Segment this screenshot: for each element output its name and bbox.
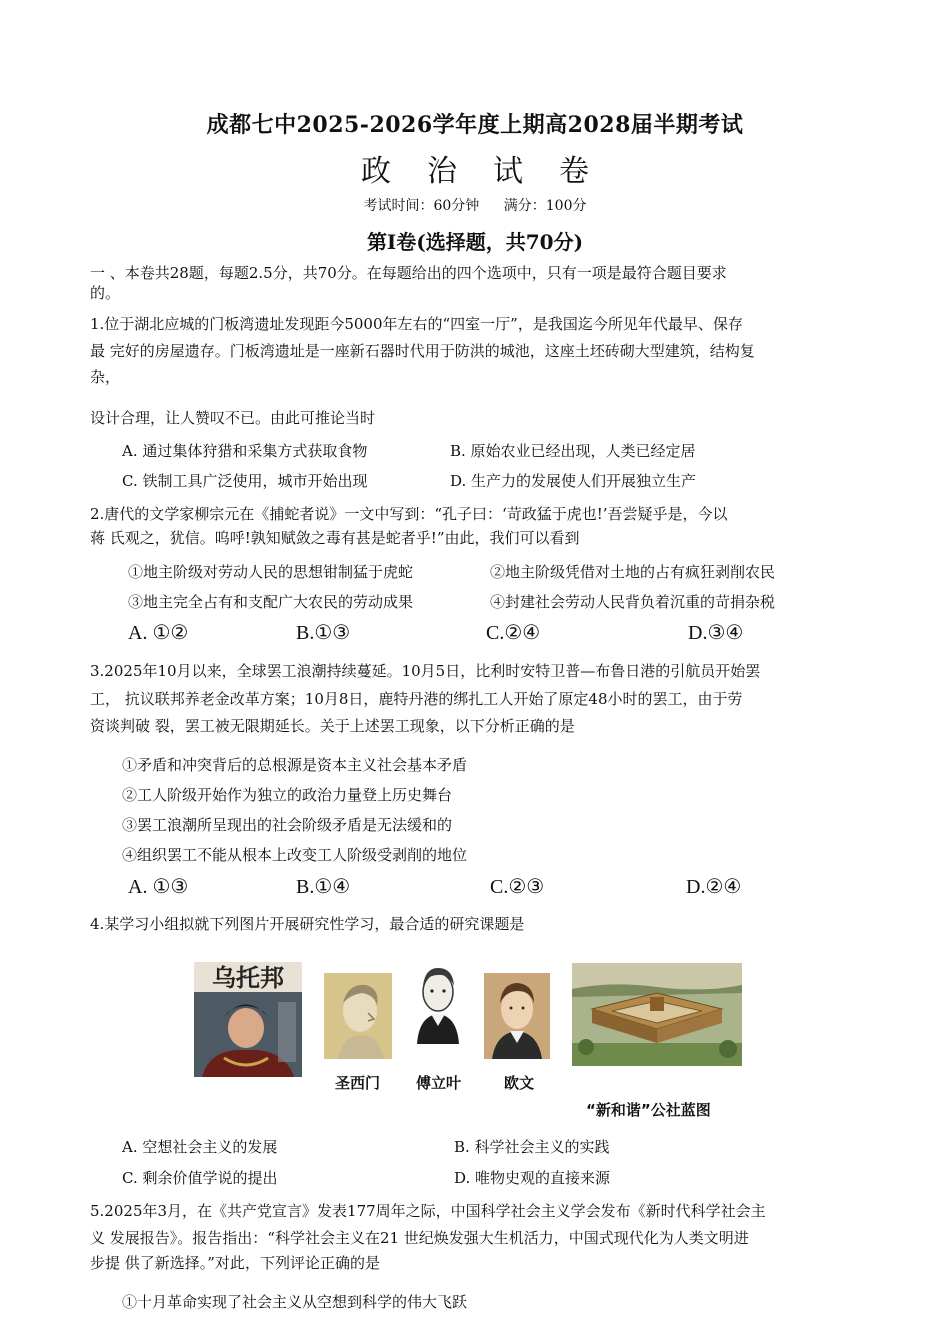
section-title: 第I卷(选择题，共70分): [366, 230, 584, 254]
q1-line-4: 设计合理，让人赞叹不已。由此可推论当时: [90, 409, 376, 427]
new-harmony-blueprint-image: [572, 963, 742, 1066]
instructions-line-2: 的。: [90, 284, 121, 302]
q5-line-1: 5.2025年3月，在《共产党宣言》发表177周年之际，中国科学社会主义学会发布《新时代科学社会主: [90, 1202, 766, 1220]
exam-score: 满分：100分: [503, 198, 587, 214]
fourier-portrait: [407, 960, 469, 1044]
q3-option-a: A. ①③: [128, 876, 189, 898]
q2-line-1: 2.唐代的文学家柳宗元在《捕蛇者说》一文中写到：“孔子曰：‘苛政猛于虎也!’吾尝疑乎是，今以: [90, 505, 728, 523]
q2-option-c: C.②④: [486, 622, 541, 644]
q1-option-c: C. 铁制工具广泛使用，城市开始出现: [122, 472, 368, 490]
q4-option-a: A. 空想社会主义的发展: [122, 1138, 278, 1156]
q2-statement-4: ④封建社会劳动人民背负着沉重的苛捐杂税: [490, 593, 776, 611]
q5-statement-1: ①十月革命实现了社会主义从空想到科学的伟大飞跃: [122, 1293, 468, 1311]
q1-line-1: 1.位于湖北应城的门板湾遗址发现距今5000年左右的“四室一厅”，是我国迄今所见年代最早、保存: [90, 315, 743, 333]
q3-option-b: B.①④: [296, 876, 351, 898]
q4-option-d: D. 唯物史观的直接来源: [454, 1169, 611, 1187]
q2-option-d: D.③④: [688, 622, 744, 644]
q1-line-2: 最 完好的房屋遗存。门板湾遗址是一座新石器时代用于防洪的城池，这座土坯砖砌大型建筑，结构复: [90, 342, 755, 360]
q3-statement-3: ③罢工浪潮所呈现出的社会阶级矛盾是无法缓和的: [122, 816, 453, 834]
q2-statement-3: ③地主完全占有和支配广大农民的劳动成果: [128, 593, 414, 611]
exam-meta: [0, 195, 950, 215]
q3-line-1: 3.2025年10月以来，全球罢工浪潮持续蔓延。10月5日，比利时安特卫普—布鲁日港的引航员开始罢: [90, 662, 761, 680]
q4-option-b: B. 科学社会主义的实践: [454, 1138, 610, 1156]
caption-owen: 欧文: [504, 1074, 535, 1092]
owen-portrait: [484, 973, 550, 1059]
q2-statement-1: ①地主阶级对劳动人民的思想钳制猛于虎蛇: [128, 563, 414, 581]
utopia-book-title: 乌托邦: [212, 963, 284, 992]
q4-line-1: 4.某学习小组拟就下列图片开展研究性学习，最合适的研究课题是: [90, 915, 525, 933]
exam-time: 考试时间：60分钟: [363, 198, 480, 214]
q3-statement-1: ①矛盾和冲突背后的总根源是资本主义社会基本矛盾: [122, 756, 468, 774]
q3-option-d: D.②④: [686, 876, 742, 898]
saint-simon-portrait: [324, 973, 392, 1059]
q4-option-c: C. 剩余价值学说的提出: [122, 1169, 278, 1187]
q5-line-3: 步提 供了新选择。”对此，下列评论正确的是: [90, 1254, 380, 1272]
q3-statement-2: ②工人阶级开始作为独立的政治力量登上历史舞台: [122, 786, 453, 804]
q2-line-2: 蒋 氏观之，犹信。呜呼!孰知赋敛之毒有甚是蛇者乎!”由此，我们可以看到: [90, 529, 580, 547]
q3-option-c: C.②③: [490, 876, 545, 898]
caption-fourier: 傅立叶: [416, 1074, 462, 1092]
exam-subtitle: 政治试卷: [361, 154, 625, 189]
q2-option-b: B.①③: [296, 622, 351, 644]
q3-line-2: 工， 抗议联邦养老金改革方案；10月8日，鹿特丹港的绑扎工人开始了原定48小时的罢工，由于劳: [90, 690, 743, 708]
q3-line-3: 资谈判破 裂，罢工被无限期延长。关于上述罢工现象，以下分析正确的是: [90, 717, 575, 735]
q5-line-2: 义 发展报告》。报告指出：“科学社会主义在21 世纪焕发强大生机活力，中国式现代化为人类文明进: [90, 1229, 749, 1247]
q1-option-b: B. 原始农业已经出现，人类已经定居: [450, 442, 696, 460]
q2-option-a: A. ①②: [128, 622, 189, 644]
caption-saint-simon: 圣西门: [335, 1074, 381, 1092]
exam-title: 成都七中2025-2026学年度上期高2028届半期考试: [206, 112, 744, 138]
instructions-line-1: 一 、本卷共28题，每题2.5分，共70分。在每题给出的四个选项中，只有一项是最符合题目要求: [90, 264, 727, 282]
q2-statement-2: ②地主阶级凭借对土地的占有疯狂剥削农民: [490, 563, 776, 581]
q1-option-a: A. 通过集体狩猎和采集方式获取食物: [122, 442, 368, 460]
utopia-book-image: [194, 962, 302, 1077]
q3-statement-4: ④组织罢工不能从根本上改变工人阶级受剥削的地位: [122, 846, 468, 864]
q1-line-3: 杂，: [90, 368, 121, 386]
caption-new-harmony: “新和谐”公社蓝图: [586, 1101, 711, 1119]
q1-option-d: D. 生产力的发展使人们开展独立生产: [450, 472, 697, 490]
